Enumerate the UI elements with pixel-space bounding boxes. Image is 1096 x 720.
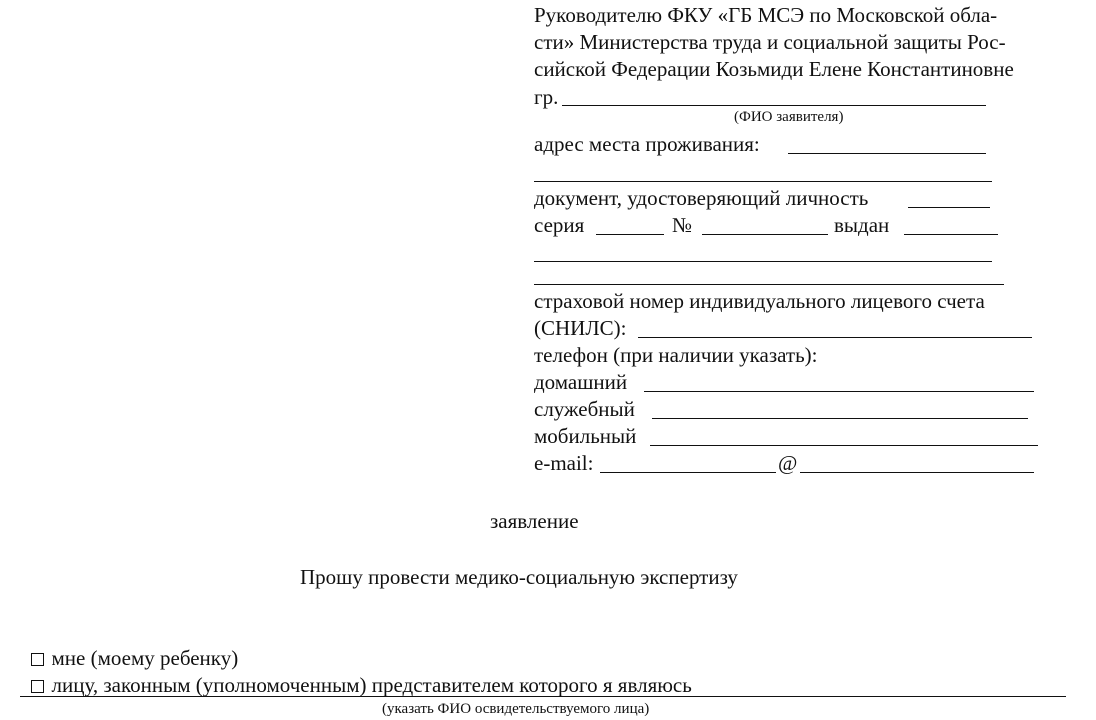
email-user-field[interactable]: [600, 472, 776, 473]
subject-caption: (указать ФИО освидетельствуемого лица): [382, 701, 650, 717]
snils-line-1: страховой номер индивидуального лицевого счета: [534, 289, 985, 313]
id-document-field[interactable]: [908, 207, 990, 208]
snils-label: (СНИЛС):: [534, 316, 627, 340]
issued-field[interactable]: [904, 234, 998, 235]
applicant-name-field[interactable]: [562, 105, 986, 106]
issued-field-3[interactable]: [534, 284, 1004, 285]
id-document-label: документ, удостоверяющий личность: [534, 186, 869, 210]
issued-field-2[interactable]: [534, 261, 992, 262]
address-field-1[interactable]: [788, 153, 986, 154]
number-label: №: [672, 213, 693, 237]
option-represented: [20, 646, 692, 698]
mobile-phone-field[interactable]: [650, 445, 1038, 446]
home-phone-field[interactable]: [644, 391, 1034, 392]
email-label: e-mail:: [534, 451, 594, 475]
option-self-label: мне (моему ребенку): [51, 646, 239, 670]
series-label: серия: [534, 213, 585, 237]
option-represented-checkbox[interactable]: [31, 680, 44, 693]
subject-name-field[interactable]: [20, 696, 1066, 697]
address-field-2[interactable]: [534, 181, 992, 182]
mobile-phone-label: мобильный: [534, 424, 637, 448]
address-label: адрес места проживания:: [534, 132, 760, 156]
applicant-prefix: гр.: [534, 85, 559, 109]
number-field[interactable]: [702, 234, 828, 235]
phone-label: телефон (при наличии указать):: [534, 343, 818, 367]
email-at-sign: @: [778, 451, 798, 475]
document-title: заявление: [490, 509, 579, 533]
addressee-line-2: сти» Министерства труда и социальной защиты Рос-: [534, 30, 1006, 54]
issued-label: выдан: [834, 213, 890, 237]
addressee-line-3: сийской Федерации Козьмиди Елене Константиновне: [534, 57, 1014, 81]
request-text: Прошу провести медико-социальную экспертизу: [300, 565, 738, 589]
work-phone-field[interactable]: [652, 418, 1028, 419]
applicant-caption: (ФИО заявителя): [734, 109, 844, 125]
series-field[interactable]: [596, 234, 664, 235]
email-domain-field[interactable]: [800, 472, 1034, 473]
addressee-line-1: Руководителю ФКУ «ГБ МСЭ по Московской обла-: [534, 3, 998, 27]
option-represented-label: лицу, законным (уполномоченным) представителем которого я являюсь: [51, 673, 692, 697]
work-phone-label: служебный: [534, 397, 635, 421]
home-phone-label: домашний: [534, 370, 628, 394]
snils-field[interactable]: [638, 337, 1032, 338]
